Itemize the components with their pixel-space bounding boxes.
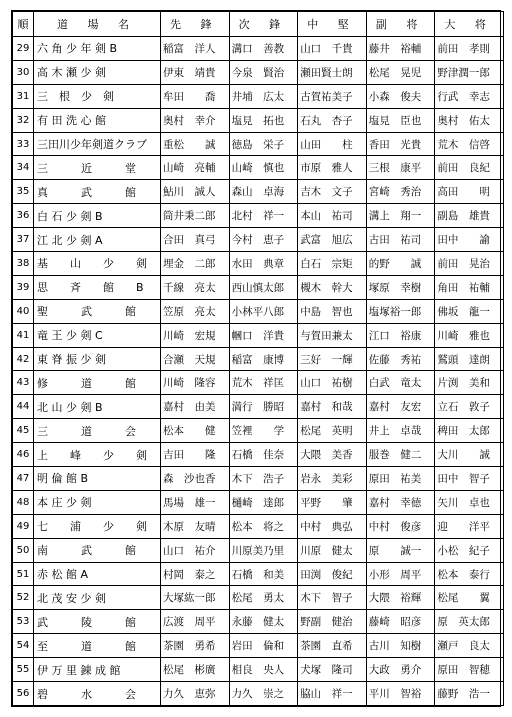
taisho-name: 原 英太郎	[435, 610, 504, 634]
senpo-name: 馬場 雄一	[161, 490, 230, 514]
chuken-name: 脇山 祥一	[298, 682, 367, 706]
fukusho-name: 中村 俊彦	[366, 514, 435, 538]
dojo-name: 北 茂 安 少 剣	[34, 586, 161, 610]
row-number: 38	[13, 252, 34, 276]
dojo-name: 六 角 少 年 剣 B	[34, 37, 161, 61]
dojo-name: 東 脊 振 少 剣	[34, 347, 161, 371]
jiho-name: 笠裡 学	[229, 419, 298, 443]
senpo-name: 松本 健	[161, 419, 230, 443]
chuken-name: 中島 智也	[298, 299, 367, 323]
fukusho-name: 藤崎 昭彦	[366, 610, 435, 634]
header-row	[13, 12, 504, 37]
fukusho-name: 小森 俊夫	[366, 84, 435, 108]
senpo-name: 山崎 亮輔	[161, 156, 230, 180]
row-number: 39	[13, 275, 34, 299]
chuken-name: 市原 雅人	[298, 156, 367, 180]
taisho-name: 川崎 雅也	[435, 323, 504, 347]
row-number: 41	[13, 323, 34, 347]
fukusho-name: 塩見 臣也	[366, 108, 435, 132]
senpo-name: 鮎川 誠人	[161, 180, 230, 204]
jiho-name: 北村 祥一	[229, 204, 298, 228]
dojo-name: 伊 万 里 錬 成 館	[34, 658, 161, 682]
senpo-name: 大塚紘一郎	[161, 586, 230, 610]
jiho-name: 井埔 広太	[229, 84, 298, 108]
senpo-name: 牟田 喬	[161, 84, 230, 108]
chuken-name: 岩永 美彩	[298, 467, 367, 491]
fukusho-name: 小形 周平	[366, 562, 435, 586]
row-number: 36	[13, 204, 34, 228]
taisho-name: 前田 良紀	[435, 156, 504, 180]
taisho-name: 大川 誠	[435, 443, 504, 467]
fukusho-name: 大隈 裕輝	[366, 586, 435, 610]
dojo-name: 江 北 少 剣 A	[34, 228, 161, 252]
jiho-name: 山崎 慎也	[229, 156, 298, 180]
table-row	[13, 538, 504, 562]
team-roster-sheet	[11, 10, 501, 707]
table-row	[13, 586, 504, 610]
senpo-name: 川崎 隆容	[161, 371, 230, 395]
row-number: 30	[13, 60, 34, 84]
taisho-name: 矢川 卓也	[435, 490, 504, 514]
jiho-name: 幗口 洋貴	[229, 323, 298, 347]
taisho-name: 松本 泰行	[435, 562, 504, 586]
jiho-name: 小林平八郎	[229, 299, 298, 323]
taisho-name: 原田 智穂	[435, 658, 504, 682]
chuken-name: 三好 一輝	[298, 347, 367, 371]
fukusho-name: 香田 光貴	[366, 132, 435, 156]
chuken-name: 吉木 文子	[298, 180, 367, 204]
chuken-name: 山田 柱	[298, 132, 367, 156]
chuken-name: 平野 肇	[298, 490, 367, 514]
taisho-name: 田中 智子	[435, 467, 504, 491]
taisho-name: 小松 紀子	[435, 538, 504, 562]
senpo-name: 奥村 幸介	[161, 108, 230, 132]
dojo-name: 基 山 少 剣	[34, 252, 161, 276]
senpo-name: 筒井秉二郎	[161, 204, 230, 228]
table-row	[13, 60, 504, 84]
row-number: 53	[13, 610, 34, 634]
senpo-name: 力久 恵弥	[161, 682, 230, 706]
row-number: 52	[13, 586, 34, 610]
row-number: 33	[13, 132, 34, 156]
taisho-name: 奥村 佑太	[435, 108, 504, 132]
fukusho-name: 佐藤 秀祐	[366, 347, 435, 371]
taisho-name: 高田 明	[435, 180, 504, 204]
table-row	[13, 132, 504, 156]
taisho-name: 松尾 翼	[435, 586, 504, 610]
jiho-name: 松本 将之	[229, 514, 298, 538]
senpo-name: 嘉村 由美	[161, 395, 230, 419]
jiho-name: 徳島 栄子	[229, 132, 298, 156]
taisho-name: 瀬戸 良太	[435, 634, 504, 658]
fukusho-name: 嘉村 幸徳	[366, 490, 435, 514]
table-row	[13, 275, 504, 299]
jiho-name: 稲富 康博	[229, 347, 298, 371]
table-row	[13, 490, 504, 514]
table-row	[13, 180, 504, 204]
table-row	[13, 467, 504, 491]
dojo-name: 七 浦 少 剣	[34, 514, 161, 538]
fukusho-name: 藤井 裕輔	[366, 37, 435, 61]
dojo-name: 高 木 瀬 少 剣	[34, 60, 161, 84]
header-dojo: 道 場 名	[34, 12, 161, 37]
row-number: 55	[13, 658, 34, 682]
table-row	[13, 204, 504, 228]
dojo-name: 修 道 館	[34, 371, 161, 395]
chuken-name: 川原 健太	[298, 538, 367, 562]
header-no: 順	[13, 12, 34, 37]
jiho-name: 溝口 善教	[229, 37, 298, 61]
row-number: 46	[13, 443, 34, 467]
senpo-name: 重松 誠	[161, 132, 230, 156]
fukusho-name: 塩塚裕一郎	[366, 299, 435, 323]
chuken-name: 野副 健治	[298, 610, 367, 634]
senpo-name: 埋金 二郎	[161, 252, 230, 276]
dojo-name: 南 武 館	[34, 538, 161, 562]
chuken-name: 嘉村 和哉	[298, 395, 367, 419]
jiho-name: 力久 崇之	[229, 682, 298, 706]
row-number: 40	[13, 299, 34, 323]
chuken-name: 武富 旭広	[298, 228, 367, 252]
jiho-name: 木下 浩子	[229, 467, 298, 491]
chuken-name: 茶園 直希	[298, 634, 367, 658]
dojo-name: 真 武 館	[34, 180, 161, 204]
row-number: 29	[13, 37, 34, 61]
jiho-name: 松尾 勇太	[229, 586, 298, 610]
taisho-name: 田中 諭	[435, 228, 504, 252]
fukusho-name: 原 誠一	[366, 538, 435, 562]
header-taisho: 大 将	[435, 12, 504, 37]
row-number: 32	[13, 108, 34, 132]
table-row	[13, 658, 504, 682]
dojo-name: 赤 松 館 A	[34, 562, 161, 586]
jiho-name: 今村 恵子	[229, 228, 298, 252]
jiho-name: 塩見 拓也	[229, 108, 298, 132]
dojo-name: 三 道 会	[34, 419, 161, 443]
table-body	[13, 37, 504, 706]
chuken-name: 与賀田兼太	[298, 323, 367, 347]
chuken-name: 白石 宗矩	[298, 252, 367, 276]
row-number: 48	[13, 490, 34, 514]
senpo-name: 木原 友晴	[161, 514, 230, 538]
jiho-name: 石橋 和美	[229, 562, 298, 586]
senpo-name: 松尾 彬廣	[161, 658, 230, 682]
fukusho-name: 古川 知樹	[366, 634, 435, 658]
jiho-name: 森山 卓海	[229, 180, 298, 204]
jiho-name: 川原美乃里	[229, 538, 298, 562]
dojo-name: 碧 水 会	[34, 682, 161, 706]
jiho-name: 西山慎太郎	[229, 275, 298, 299]
row-number: 45	[13, 419, 34, 443]
jiho-name: 荒木 祥匡	[229, 371, 298, 395]
fukusho-name: 江口 裕康	[366, 323, 435, 347]
row-number: 35	[13, 180, 34, 204]
jiho-name: 今泉 賢治	[229, 60, 298, 84]
chuken-name: 瀬田賢士朗	[298, 60, 367, 84]
chuken-name: 中村 典弘	[298, 514, 367, 538]
table-row	[13, 395, 504, 419]
row-number: 56	[13, 682, 34, 706]
header-jiho: 次 鋒	[229, 12, 298, 37]
fukusho-name: 服巻 健二	[366, 443, 435, 467]
senpo-name: 吉田 隆	[161, 443, 230, 467]
chuken-name: 古賀祐美子	[298, 84, 367, 108]
taisho-name: 角田 祐輔	[435, 275, 504, 299]
taisho-name: 鷲頭 達朗	[435, 347, 504, 371]
jiho-name: 永藤 健太	[229, 610, 298, 634]
taisho-name: 迎 洋平	[435, 514, 504, 538]
row-number: 50	[13, 538, 34, 562]
taisho-name: 前田 晃治	[435, 252, 504, 276]
fukusho-name: 塚原 幸樹	[366, 275, 435, 299]
senpo-name: 広渡 周平	[161, 610, 230, 634]
taisho-name: 前田 孝則	[435, 37, 504, 61]
taisho-name: 副島 雄貴	[435, 204, 504, 228]
table-row	[13, 252, 504, 276]
fukusho-name: 井上 卓哉	[366, 419, 435, 443]
row-number: 31	[13, 84, 34, 108]
senpo-name: 伊東 靖貴	[161, 60, 230, 84]
fukusho-name: 嘉村 友宏	[366, 395, 435, 419]
senpo-name: 森 沙也香	[161, 467, 230, 491]
senpo-name: 茶園 勇希	[161, 634, 230, 658]
senpo-name: 川崎 宏規	[161, 323, 230, 347]
jiho-name: 水田 典章	[229, 252, 298, 276]
taisho-name: 行武 幸志	[435, 84, 504, 108]
chuken-name: 本山 祐司	[298, 204, 367, 228]
fukusho-name: 三根 康平	[366, 156, 435, 180]
row-number: 49	[13, 514, 34, 538]
chuken-name: 犬塚 隆司	[298, 658, 367, 682]
senpo-name: 合瀬 天規	[161, 347, 230, 371]
row-number: 42	[13, 347, 34, 371]
dojo-name: 三田川少年剣道クラブ	[34, 132, 161, 156]
jiho-name: 満行 勝昭	[229, 395, 298, 419]
taisho-name: 片渕 美和	[435, 371, 504, 395]
dojo-name: 三 近 堂	[34, 156, 161, 180]
team-roster-table	[12, 11, 504, 706]
table-row	[13, 108, 504, 132]
table-row	[13, 37, 504, 61]
dojo-name: 北 山 少 剣 B	[34, 395, 161, 419]
fukusho-name: 原田 祐美	[366, 467, 435, 491]
senpo-name: 合田 真弓	[161, 228, 230, 252]
dojo-name: 有 田 洗 心 館	[34, 108, 161, 132]
senpo-name: 笠原 亮太	[161, 299, 230, 323]
table-row	[13, 682, 504, 706]
header-fukusho: 副 将	[366, 12, 435, 37]
table-row	[13, 347, 504, 371]
row-number: 37	[13, 228, 34, 252]
fukusho-name: 平川 智裕	[366, 682, 435, 706]
jiho-name: 石橋 佳奈	[229, 443, 298, 467]
fukusho-name: 的野 誠	[366, 252, 435, 276]
chuken-name: 槻木 幹大	[298, 275, 367, 299]
fukusho-name: 大政 勇介	[366, 658, 435, 682]
row-number: 54	[13, 634, 34, 658]
dojo-name: 武 陵 館	[34, 610, 161, 634]
row-number: 34	[13, 156, 34, 180]
chuken-name: 石丸 杏子	[298, 108, 367, 132]
jiho-name: 相良 央人	[229, 658, 298, 682]
dojo-name: 聖 武 館	[34, 299, 161, 323]
taisho-name: 稗田 太郎	[435, 419, 504, 443]
taisho-name: 藤野 浩一	[435, 682, 504, 706]
table-row	[13, 323, 504, 347]
header-senpo: 先 鋒	[161, 12, 230, 37]
table-row	[13, 371, 504, 395]
dojo-name: 白 石 少 剣 B	[34, 204, 161, 228]
taisho-name: 佛坂 龍一	[435, 299, 504, 323]
chuken-name: 山口 祐樹	[298, 371, 367, 395]
taisho-name: 野津潤一郎	[435, 60, 504, 84]
table-row	[13, 299, 504, 323]
dojo-name: 思 斉 館 B	[34, 275, 161, 299]
dojo-name: 本 庄 少 剣	[34, 490, 161, 514]
row-number: 51	[13, 562, 34, 586]
senpo-name: 千線 亮太	[161, 275, 230, 299]
fukusho-name: 白武 竜太	[366, 371, 435, 395]
chuken-name: 木下 智子	[298, 586, 367, 610]
chuken-name: 山口 千貴	[298, 37, 367, 61]
row-number: 43	[13, 371, 34, 395]
fukusho-name: 松尾 晃児	[366, 60, 435, 84]
table-row	[13, 228, 504, 252]
jiho-name: 岩田 倫和	[229, 634, 298, 658]
fukusho-name: 溝上 翔一	[366, 204, 435, 228]
senpo-name: 村岡 泰之	[161, 562, 230, 586]
taisho-name: 立石 敦子	[435, 395, 504, 419]
header-chuken: 中 堅	[298, 12, 367, 37]
jiho-name: 樋崎 達郎	[229, 490, 298, 514]
fukusho-name: 古田 祐司	[366, 228, 435, 252]
chuken-name: 大隈 美香	[298, 443, 367, 467]
table-row	[13, 514, 504, 538]
dojo-name: 三 根 少 剣	[34, 84, 161, 108]
table-row	[13, 84, 504, 108]
table-row	[13, 419, 504, 443]
row-number: 44	[13, 395, 34, 419]
senpo-name: 稲富 洋人	[161, 37, 230, 61]
chuken-name: 松尾 英明	[298, 419, 367, 443]
table-row	[13, 443, 504, 467]
dojo-name: 明 倫 館 B	[34, 467, 161, 491]
row-number: 47	[13, 467, 34, 491]
dojo-name: 竜 王 少 剣 C	[34, 323, 161, 347]
table-header	[13, 12, 504, 37]
table-row	[13, 562, 504, 586]
senpo-name: 山口 祐介	[161, 538, 230, 562]
dojo-name: 上 峰 少 剣	[34, 443, 161, 467]
table-row	[13, 634, 504, 658]
chuken-name: 田渕 俊紀	[298, 562, 367, 586]
fukusho-name: 宮崎 秀治	[366, 180, 435, 204]
dojo-name: 至 道 館	[34, 634, 161, 658]
table-row	[13, 156, 504, 180]
taisho-name: 荒木 信啓	[435, 132, 504, 156]
table-row	[13, 610, 504, 634]
